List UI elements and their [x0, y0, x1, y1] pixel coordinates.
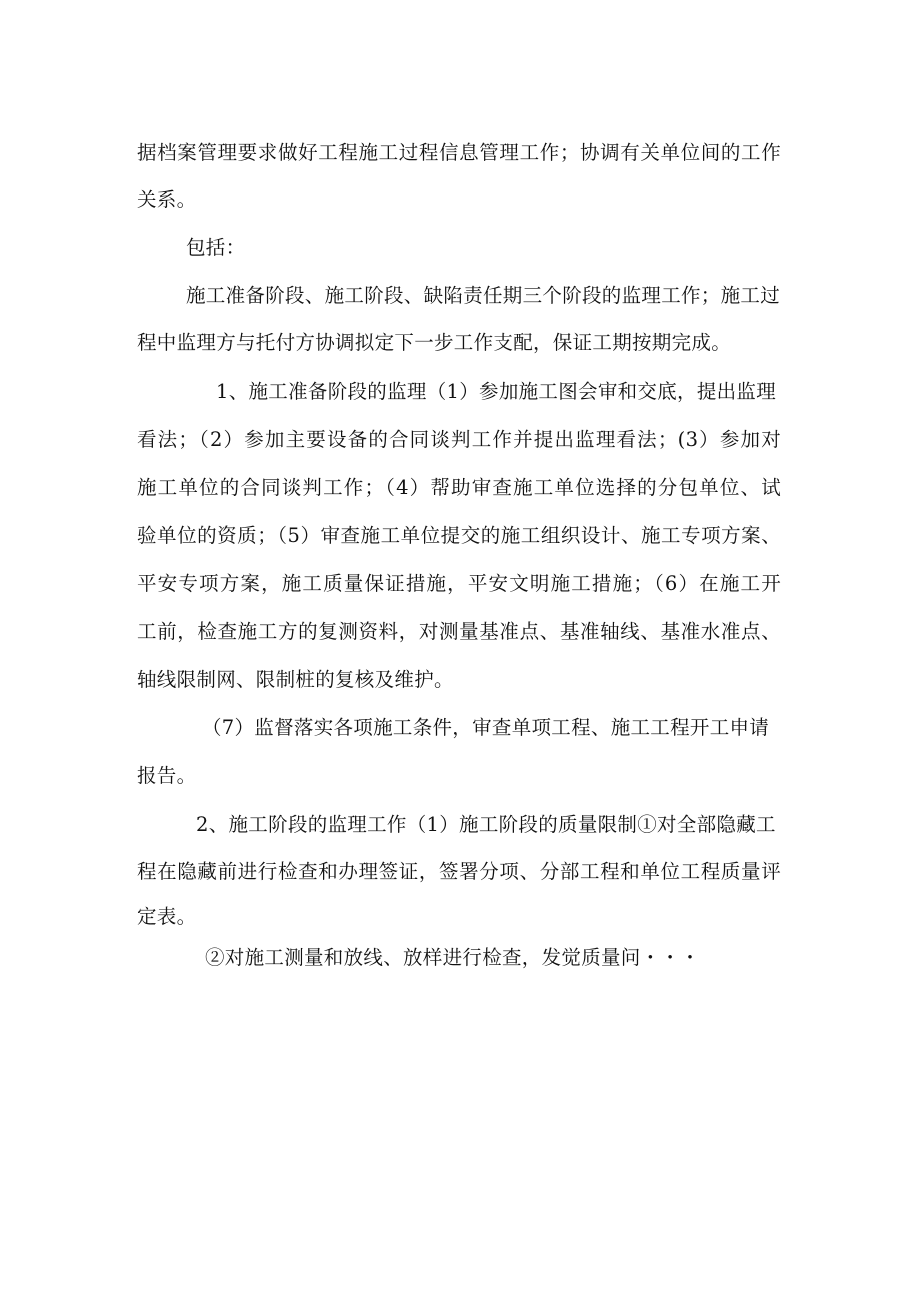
paragraph-3-line-2: 程中监理方与托付方协调拟定下一步工作支配，保证工期按期完成。 — [137, 331, 732, 354]
paragraph-1-line-1: 据档案管理要求做好工程施工过程信息管理工作；协调有关单位间的工作 — [137, 141, 781, 164]
paragraph-4-line-4: 验单位的资质；（5）审查施工单位提交的施工组织设计、施工专项方案、 — [137, 524, 781, 547]
paragraph-4-line-3: 施工单位的合同谈判工作；（4）帮助审查施工单位选择的分包单位、试 — [137, 476, 781, 499]
paragraph-6-line-3: 定表。 — [137, 905, 197, 928]
paragraph-2-line-1: 包括： — [186, 236, 246, 259]
paragraph-3-line-1: 施工准备阶段、施工阶段、缺陷责任期三个阶段的监理工作；施工过 — [186, 284, 781, 307]
paragraph-6-line-1: 2、施工阶段的监理工作（1）施工阶段的质量限制①对全部隐藏工 — [196, 813, 776, 836]
paragraph-5-line-1: （7）监督落实各项施工条件，审查单项工程、施工工程开工申请 — [202, 716, 770, 739]
paragraph-7-line-1: ②对施工测量和放线、放样进行检查，发觉质量问・・・ — [205, 946, 701, 969]
paragraph-6-line-2: 程在隐藏前进行检查和办理签证，签署分项、分部工程和单位工程质量评 — [137, 860, 781, 883]
paragraph-5-line-2: 报告。 — [137, 764, 197, 787]
paragraph-4-line-2: 看法；（2）参加主要设备的合同谈判工作并提出监理看法；(3）参加对 — [137, 428, 781, 451]
paragraph-4-line-7: 轴线限制网、限制桩的复核及维护。 — [137, 668, 454, 691]
paragraph-4-line-1: 1、施工准备阶段的监理（1）参加施工图会审和交底，提出监理 — [216, 380, 777, 403]
paragraph-1-line-2: 关系。 — [137, 188, 197, 211]
paragraph-4-line-6: 工前，检查施工方的复测资料，对测量基准点、基准轴线、基准水准点、 — [137, 620, 781, 643]
paragraph-4-line-5: 平安专项方案，施工质量保证措施，平安文明施工措施；（6）在施工开 — [137, 572, 781, 595]
